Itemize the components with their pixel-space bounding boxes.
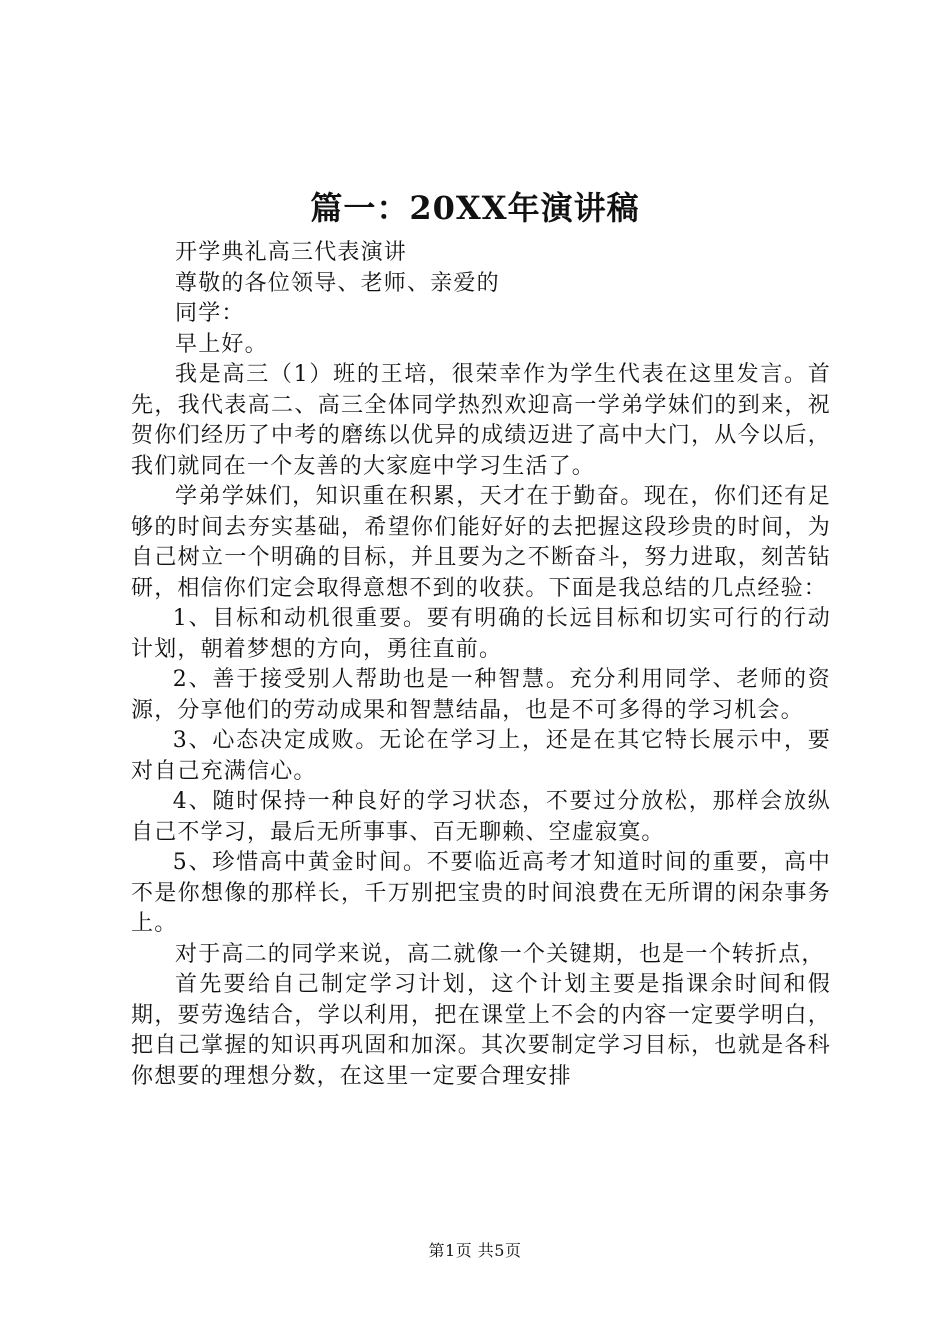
list-item-5: 5、珍惜高中黄金时间。不要临近高考才知道时间的重要，高中不是你想像的那样长，千万别把宝贵的时间浪费在无所谓的闲杂事务上。 [131, 850, 831, 936]
document-title: 篇一：20XX年演讲稿 [310, 189, 640, 227]
list-item-3: 3、心态决定成败。无论在学习上，还是在其它特长展示中，要对自己充满信心。 [131, 728, 831, 784]
page-footer: 第1页 共5页 [428, 1241, 522, 1260]
paragraph-senior2: 对于高二的同学来说，高二就像一个关键期，也是一个转折点， [175, 941, 825, 967]
paragraph-salutation-cont: 同学： [175, 301, 245, 326]
paragraph-advice: 学弟学妹们，知识重在积累，天才在于勤奋。现在，你们还有足够的时间去夯实基础，希望你们能好好的去把握这段珍贵的时间，为自己树立一个明确的目标，并且要为之不断奋斗，努力进取，刻苦钻研，相信你们定会取得意想不到的收获。下面是我总结的几点经验： [131, 484, 831, 601]
paragraph-intro: 我是高三（1）班的王培，很荣幸作为学生代表在这里发言。首先，我代表高二、高三全体同学热烈欢迎高一学弟学妹们的到来，祝贺你们经历了中考的磨练以优异的成绩迈进了高中大门，从今以后，我们就同在一个友善的大家庭中学习生活了。 [131, 362, 831, 479]
list-item-4: 4、随时保持一种良好的学习状态，不要过分放松，那样会放纵自己不学习，最后无所事事、百无聊赖、空虚寂寞。 [131, 789, 831, 845]
paragraph-greeting: 早上好。 [175, 331, 268, 357]
document-body [131, 238, 831, 1092]
paragraph-salutation: 尊敬的各位领导、老师、亲爱的 [175, 270, 500, 296]
list-item-2: 2、善于接受别人帮助也是一种智慧。充分利用同学、老师的资源，分享他们的劳动成果和智慧结晶，也是不可多得的学习机会。 [131, 667, 831, 723]
paragraph-heading: 开学典礼高三代表演讲 [175, 240, 408, 265]
paragraph-plan: 首先要给自己制定学习计划，这个计划主要是指课余时间和假期，要劳逸结合，学以利用，把在课堂上不会的内容一定要学明白，把自己掌握的知识再巩固和加深。其次要制定学习目标，也就是各科你想要的理想分数，在这里一定要合理安排 [131, 972, 831, 1089]
list-item-1: 1、目标和动机很重要。要有明确的长远目标和切实可行的行动计划，朝着梦想的方向，勇往直前。 [131, 606, 831, 662]
